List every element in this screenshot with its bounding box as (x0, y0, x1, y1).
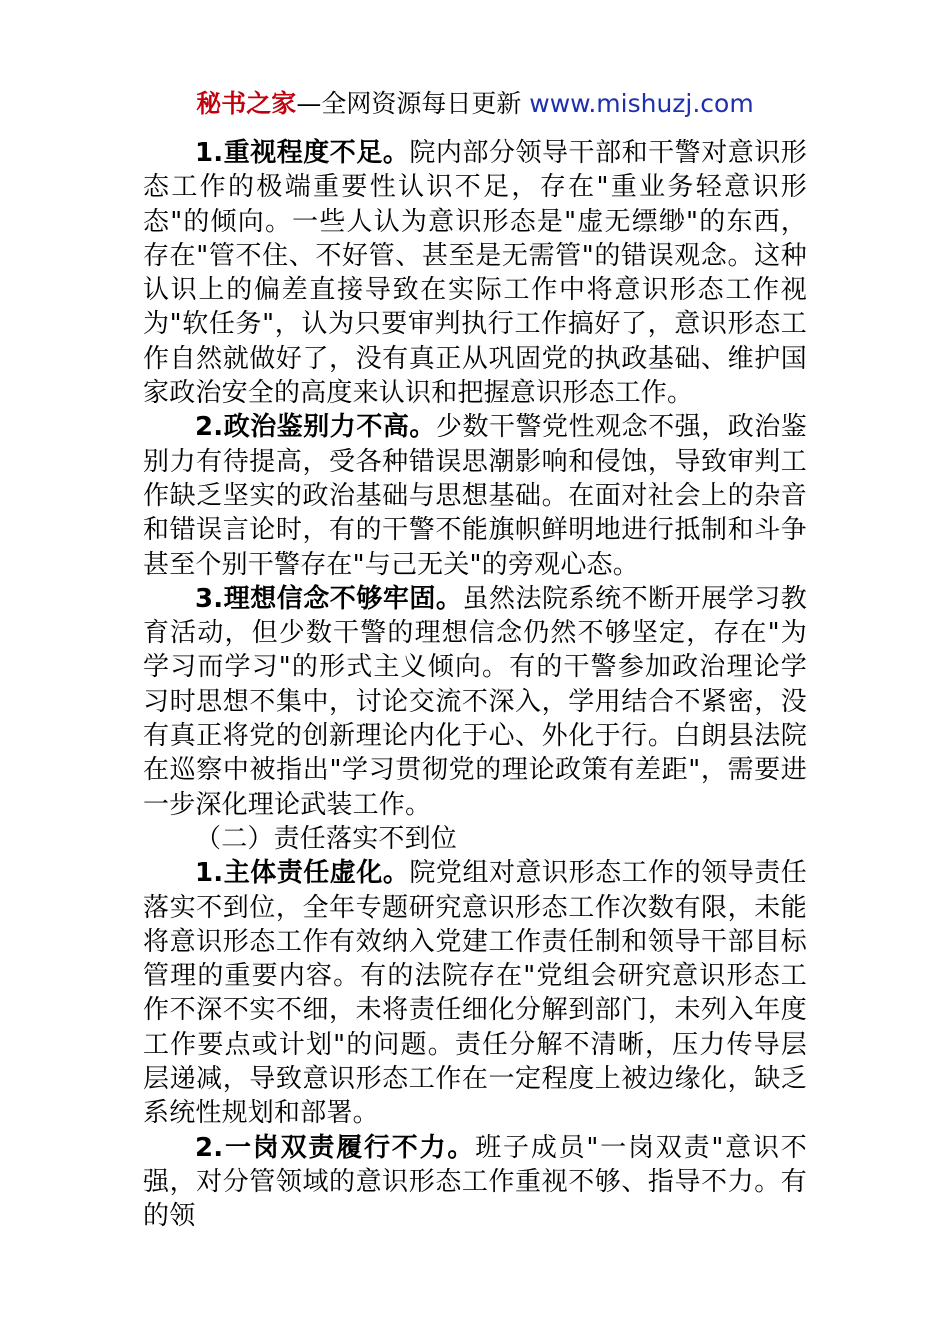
paragraph-heading: 3.理想信念不够牢固。 (195, 583, 463, 614)
paragraph-political-discernment (143, 410, 807, 581)
paragraph-heading: 2.一岗双责履行不力。 (195, 1132, 476, 1163)
section-heading-responsibility (143, 822, 807, 856)
site-url[interactable]: www.mishuzj.com (529, 89, 754, 118)
site-tagline: —全网资源每日更新 (296, 89, 522, 118)
document-body (143, 136, 807, 1234)
paragraph-ideals-beliefs (143, 582, 807, 822)
paragraph-heading: 1.主体责任虚化。 (195, 858, 410, 889)
paragraph-text: 班子成员"一岗双责"意识不强，对分管领域的意识形态工作重视不够、指导不力。有的领 (143, 1132, 807, 1232)
paragraph-text: 院党组对意识形态工作的领导责任落实不到位，全年专题研究意识形态工作次数有限，未能将意识形态工作有效纳入党建工作责任制和领导干部目标管理的重要内容。有的法院存在"党组会研究意识形态工作不深不实不细，未将责任细化分解到部门，未列入年度工作要点或计划"的问题。责任分解不清晰，压力传导层层递减，导致意识形态工作在一定程度上被边缘化，缺乏系统性规划和部署。 (143, 858, 807, 1129)
site-brand: 秘书之家 (196, 89, 297, 118)
paragraph-dual-duty (143, 1131, 807, 1234)
section-heading-text: （二）责任落实不到位 (195, 823, 458, 854)
paragraph-heading: 1.重视程度不足。 (195, 138, 410, 168)
paragraph-text: 少数干警党性观念不强，政治鉴别力有待提高，受各种错误思潮影响和侵蚀，导致审判工作缺乏坚实的政治基础与思想基础。在面对社会上的杂音和错误言论时，有的干警不能旗帜鲜明地进行抵制和斗争甚至个别干警存在"与己无关"的旁观心态。 (143, 412, 807, 580)
site-header (0, 86, 950, 122)
paragraph-main-responsibility (143, 856, 807, 1130)
paragraph-text: 虽然法院系统不断开展学习教育活动，但少数干警的理想信念仍然不够坚定，存在"为学习而学习"的形式主义倾向。有的干警参加政治理论学习时思想不集中，讨论交流不深入，学用结合不紧密，没有真正将党的创新理论内化于心、外化于行。白朗县法院在巡察中被指出"学习贯彻党的理论政策有差距"，需要进一步深化理论武装工作。 (143, 583, 807, 820)
paragraph-heading: 2.政治鉴别力不高。 (195, 412, 436, 443)
paragraph-text: 院内部分领导干部和干警对意识形态工作的极端重要性认识不足，存在"重业务轻意识形态"的倾向。一些人认为意识形态是"虚无缥缈"的东西，存在"管不住、不好管、甚至是无需管"的错误观念。这种认识上的偏差直接导致在实际工作中将意识形态工作视为"软任务"，认为只要审判执行工作搞好了，意识形态工作自然就做好了，没有真正从巩固党的执政基础、维护国家政治安全的高度来认识和把握意识形态工作。 (143, 138, 807, 409)
paragraph-importance (143, 136, 807, 410)
